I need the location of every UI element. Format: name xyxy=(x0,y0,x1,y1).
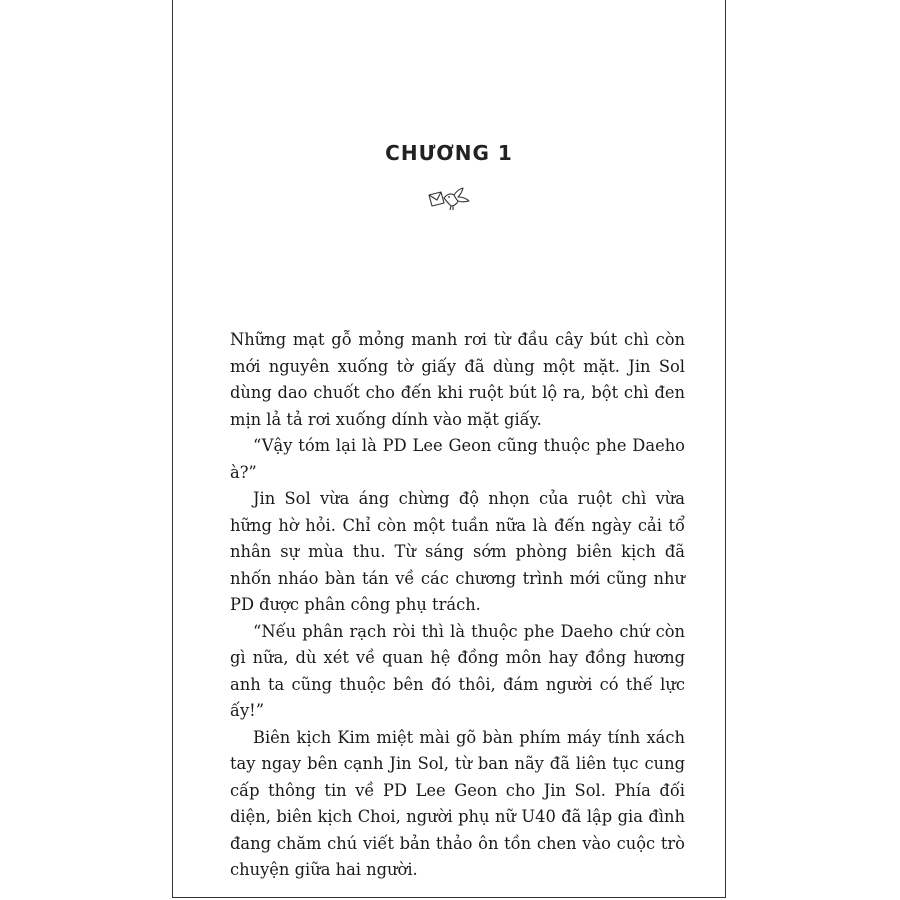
paragraph: “Vậy tóm lại là PD Lee Geon cũng thuộc phe Daeho à?” xyxy=(230,436,685,482)
chapter-body xyxy=(230,327,685,884)
paragraph: Jin Sol vừa áng chừng độ nhọn của ruột chì vừa hững hờ hỏi. Chỉ còn một tuần nữa là đến ngày cải tổ nhân sự mùa thu. Từ sáng sớm phòng biên kịch đã nhốn nháo bàn tán về các chương trình mới cũng như PD được phân công phụ trách. xyxy=(230,489,685,614)
paragraph: Những mạt gỗ mỏng manh rơi từ đầu cây bút chì còn mới nguyên xuống tờ giấy đã dùng một mặt. Jin Sol dùng dao chuốt cho đến khi ruột bút lộ ra, bột chì đen mịn lả tả rơi xuống dính vào mặt giấy. xyxy=(230,330,685,429)
paragraph: Biên kịch Kim miệt mài gõ bàn phím máy tính xách tay ngay bên cạnh Jin Sol, từ ban nãy đã liên tục cung cấp thông tin về PD Lee Geon cho Jin Sol. Phía đối diện, biên kịch Choi, người phụ nữ U40 đã lập gia đình đang chăm chú viết bản thảo ôn tồn chen vào cuộc trò chuyện giữa hai người. xyxy=(230,727,685,879)
bird-with-envelope-icon xyxy=(425,184,475,214)
book-page xyxy=(172,0,726,898)
paragraph: “Nếu phân rạch ròi thì là thuộc phe Daeho chứ còn gì nữa, dù xét về quan hệ đồng môn hay đồng hương anh ta cũng thuộc bên đó thôi, đám người có thế lực ấy!” xyxy=(230,621,685,720)
chapter-title: CHƯƠNG 1 xyxy=(385,141,513,165)
